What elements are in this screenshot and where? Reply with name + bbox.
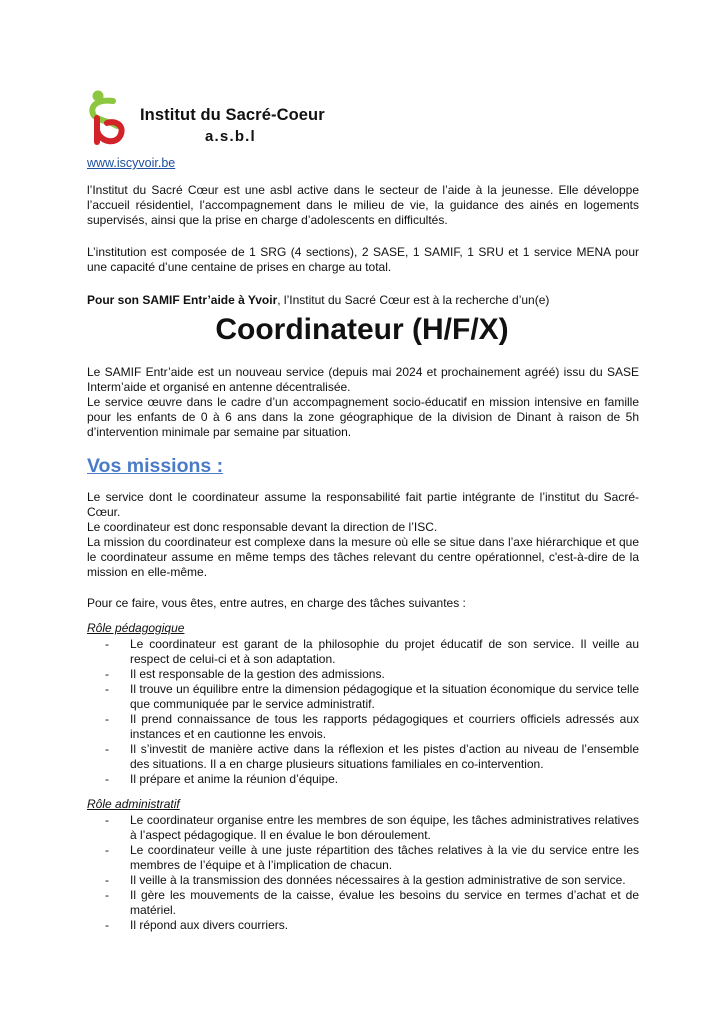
intro-paragraph: l’Institut du Sacré Cœur est une asbl active dans le secteur de l’aide à la jeunesse. Elle développe l’accueil résidentiel, l’accompagnement dans le milieu de vie, la guidance des ainés en logements supervisés, ainsi que la prise en charge d’adolescents en difficultés. (87, 183, 639, 227)
recruitment-line (87, 293, 639, 308)
service-description-1: Le SAMIF Entr’aide est un nouveau service (depuis mai 2024 et prochainement agréé) issu du SASE Interm’aide et organisé en antenne décentralisée. (87, 365, 639, 394)
administrative-task-list (87, 813, 639, 933)
recruitment-text: , l’Institut du Sacré Cœur est à la recherche d’un(e) (277, 293, 550, 307)
bullet-dash: - (105, 888, 109, 902)
bullet-dash: - (105, 843, 109, 857)
list-item: - Il s’investit de manière active dans la réflexion et les pistes d’action au niveau de l’ensemble des situations. Il a en charge plusieurs situations familiales en co-intervention. (105, 742, 639, 771)
bullet-dash: - (105, 772, 109, 786)
list-item: - Le coordinateur veille à une juste répartition des tâches relatives à la vie du service entre les membres de l’équipe et à l’implication de chacun. (105, 843, 639, 872)
list-item: - Il trouve un équilibre entre la dimension pédagogique et la situation économique du service telle que communiquée par le service administratif. (105, 682, 639, 711)
bullet-dash: - (105, 873, 109, 887)
composition-paragraph: L’institution est composée de 1 SRG (4 sections), 2 SASE, 1 SAMIF, 1 SRU et 1 service MENA pour une capacité d’une centaine de prises en charge au total. (87, 245, 639, 274)
pedagogical-task-list (87, 637, 639, 787)
bullet-dash: - (105, 813, 109, 827)
job-title: Coordinateur (H/F/X) (215, 313, 509, 346)
list-item: - Il gère les mouvements de la caisse, évalue les besoins du service en termes d’achat et de matériel. (105, 888, 639, 917)
service-description-2: Le service œuvre dans le cadre d’un accompagnement socio-éducatif en mission intensive en famille pour les enfants de 0 à 6 ans dans la zone géographique de la division de Dinant à raison de 5h d’intervention minimale par semaine par situation. (87, 395, 639, 439)
missions-paragraph-3: La mission du coordinateur est complexe dans la mesure où elle se situe dans l’axe hiérarchique et que le coordinateur assume en même temps des tâches relevant du centre opérationnel, c'est-à-dire de la mission en elle-même. (87, 535, 639, 579)
list-item: - Il prépare et anime la réunion d’équipe. (105, 772, 339, 786)
bullet-dash: - (105, 712, 109, 726)
missions-paragraph-1: Le service dont le coordinateur assume la responsabilité fait partie intégrante de l’institut du Sacré-Cœur. (87, 490, 639, 519)
bullet-dash: - (105, 682, 109, 696)
list-item: - Le coordinateur est garant de la philosophie du projet éducatif de son service. Il veille au respect de celui-ci et à son adaptation. (105, 637, 639, 666)
list-item: - Le coordinateur organise entre les membres de son équipe, les tâches administratives relatives à l’aspect pédagogique. Il en évalue le bon déroulement. (105, 813, 639, 842)
list-item: - Il prend connaissance de tous les rapports pédagogiques et courriers officiels adressés aux instances et en cautionne les envois. (105, 712, 639, 741)
institution-logo (87, 90, 129, 148)
organization-suffix: a.s.b.l (205, 128, 256, 145)
service-name: Pour son SAMIF Entr’aide à Yvoir (87, 293, 278, 307)
bullet-dash: - (105, 637, 109, 651)
list-item: - Il veille à la transmission des données nécessaires à la gestion administrative de son service. (105, 873, 626, 887)
website-link[interactable]: www.iscyvoir.be (87, 156, 176, 170)
missions-heading: Vos missions : (87, 455, 224, 477)
list-item: - Il répond aux divers courriers. (105, 918, 289, 932)
pedagogical-role-heading: Rôle pédagogique (87, 621, 185, 635)
bullet-dash: - (105, 918, 109, 932)
missions-paragraph-2: Le coordinateur est donc responsable devant la direction de l’ISC. (87, 520, 438, 534)
administrative-role-heading: Rôle administratif (87, 797, 180, 811)
list-item: - Il est responsable de la gestion des admissions. (105, 667, 385, 681)
organization-name: Institut du Sacré-Coeur (140, 106, 325, 124)
bullet-dash: - (105, 742, 109, 756)
missions-paragraph-4: Pour ce faire, vous êtes, entre autres, en charge des tâches suivantes : (87, 596, 466, 610)
bullet-dash: - (105, 667, 109, 681)
